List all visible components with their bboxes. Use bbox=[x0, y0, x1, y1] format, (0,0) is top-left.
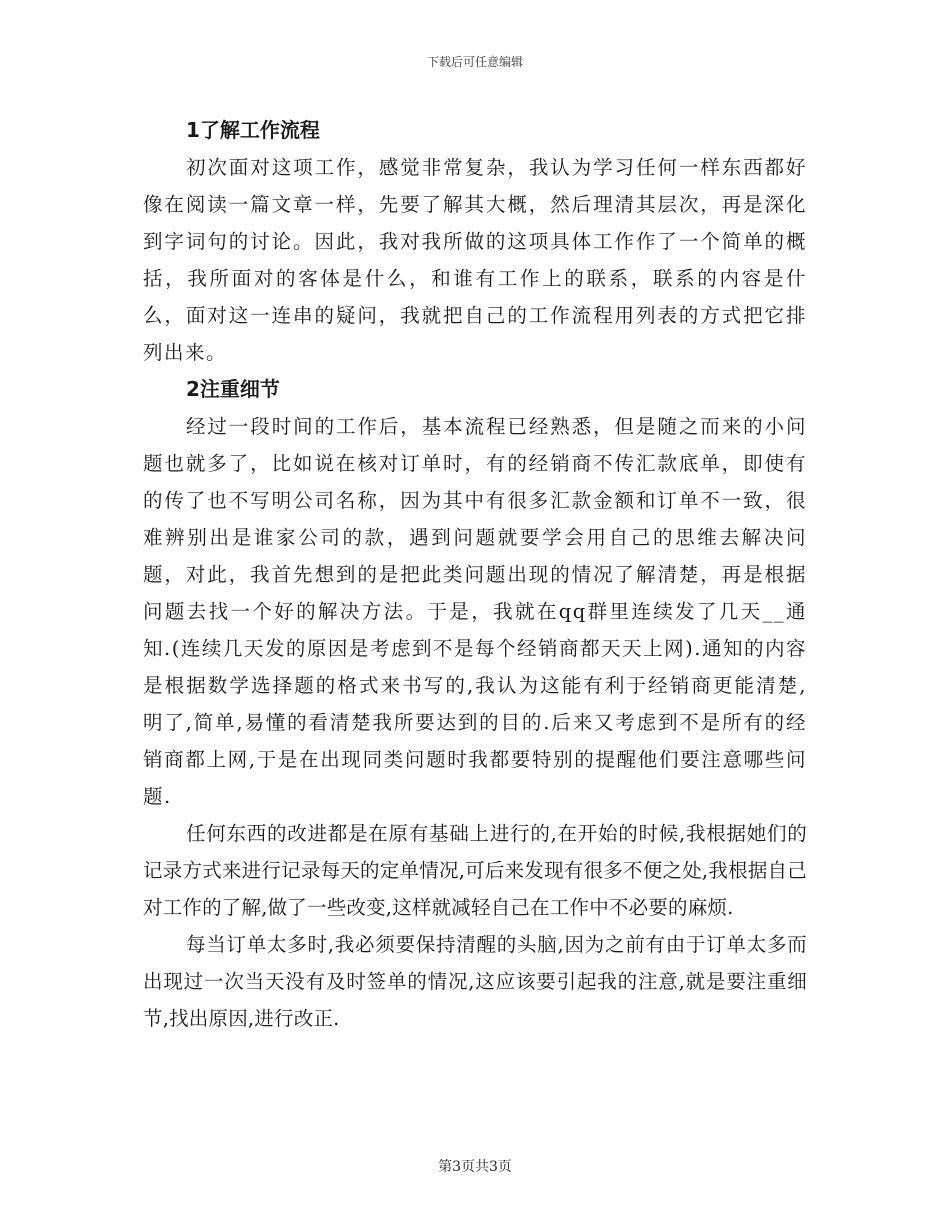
section-heading: 2注重细节 bbox=[186, 377, 280, 401]
document-body bbox=[143, 112, 807, 1037]
paragraph: 经过一段时间的工作后，基本流程已经熟悉，但是随之而来的小问题也就多了，比如说在核对订单时，有的经销商不传汇款底单，即使有的传了也不写明公司名称，因为其中有很多汇款金额和订单不一致，很难辨别出是谁家公司的款，遇到问题就要学会用自己的思维去解决问题，对此，我首先想到的是把此类问题出现的情况了解清楚，再是根据问题去找一个好的解决方法。于是，我就在qq群里连续发了几天__通知.(连续几天发的原因是考虑到不是每个经销商都天天上网).通知的内容是根据数学选择题的格式来书写的,我认为这能有利于经销商更能清楚,明了,简单,易懂的看清楚我所要达到的目的.后来又考虑到不是所有的经销商都上网,于是在出现同类问题时我都要特别的提醒他们要注意哪些问题. bbox=[143, 415, 807, 808]
paragraph: 每当订单太多时,我必须要保持清醒的头脑,因为之前有由于订单太多而出现过一次当天没有及时签单的情况,这应该要引起我的注意,就是要注重细节,找出原因,进行改正. bbox=[143, 933, 807, 1030]
paragraph: 任何东西的改进都是在原有基础上进行的,在开始的时候,我根据她们的记录方式来进行记录每天的定单情况,可后来发现有很多不便之处,我根据自己对工作的了解,做了一些改变,这样就减轻自己在工作中不必要的麻烦. bbox=[143, 822, 807, 919]
page-header: 下载后可任意编辑 bbox=[426, 55, 523, 69]
paragraph: 初次面对这项工作，感觉非常复杂，我认为学习任何一样东西都好像在阅读一篇文章一样，先要了解其大概，然后理清其层次，再是深化到字词句的讨论。因此，我对我所做的这项具体工作作了一个简单的概括，我所面对的客体是什么，和谁有工作上的联系，联系的内容是什么，面对这一连串的疑问，我就把自己的工作流程用列表的方式把它排列出来。 bbox=[143, 156, 807, 364]
section-heading: 1了解工作流程 bbox=[186, 118, 320, 142]
page-number: 第3页共3页 bbox=[438, 1159, 512, 1175]
